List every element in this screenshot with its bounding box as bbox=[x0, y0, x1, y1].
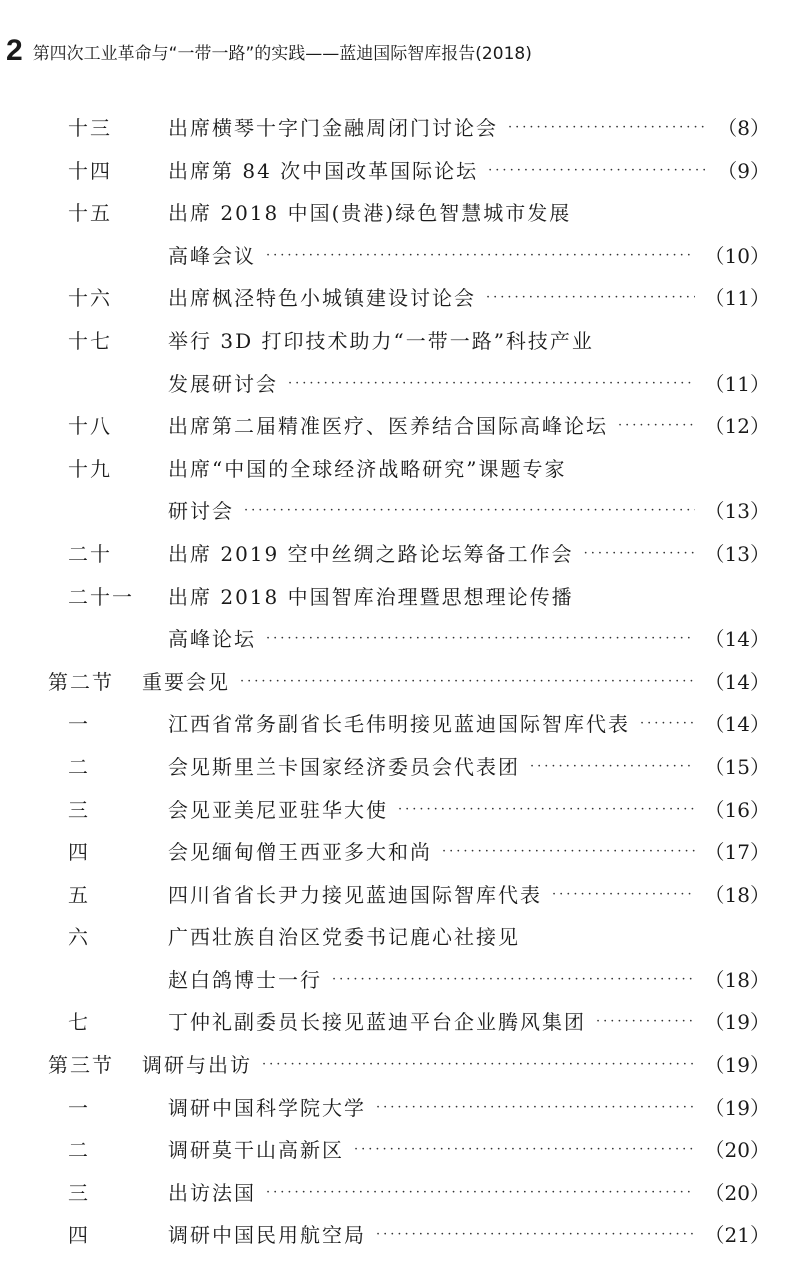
toc-entry-title-row bbox=[168, 831, 770, 874]
toc-entry-title: 研讨会 bbox=[168, 499, 234, 524]
toc-entry[interactable] bbox=[0, 192, 800, 235]
toc-entry[interactable] bbox=[0, 1129, 800, 1172]
dot-leader bbox=[266, 1172, 695, 1215]
toc-entry-title: 重要会见 bbox=[142, 669, 230, 694]
toc-entry-title: 调研中国科学院大学 bbox=[168, 1095, 366, 1120]
dot-leader bbox=[266, 618, 695, 661]
toc-page-number: （16） bbox=[704, 797, 770, 822]
toc-entry-number: 二 bbox=[68, 754, 90, 779]
toc-entry-title-row bbox=[168, 1214, 770, 1257]
page-header bbox=[6, 26, 532, 66]
toc-entry[interactable] bbox=[0, 235, 800, 278]
toc-entry-title-row bbox=[168, 576, 770, 619]
toc-entry-title-row bbox=[142, 1044, 770, 1087]
toc-entry[interactable] bbox=[0, 746, 800, 789]
toc-entry-number: 一 bbox=[68, 712, 90, 737]
toc-entry[interactable] bbox=[0, 703, 800, 746]
toc-entry-number: 二 bbox=[68, 1138, 90, 1163]
toc-entry-number: 一 bbox=[68, 1095, 90, 1120]
toc-entry[interactable] bbox=[0, 1172, 800, 1215]
toc-page-number: （13） bbox=[704, 541, 770, 566]
toc-entry[interactable] bbox=[0, 831, 800, 874]
toc-entry-title: 出席 2019 空中丝绸之路论坛筹备工作会 bbox=[168, 541, 574, 566]
toc-entry-title: 举行 3D 打印技术助力“一带一路”科技产业 bbox=[168, 328, 594, 353]
toc-entry-title: 发展研讨会 bbox=[168, 371, 278, 396]
toc-entry-title-row bbox=[168, 448, 770, 491]
toc-entry-title: 会见缅甸僧王西亚多大和尚 bbox=[168, 840, 432, 865]
toc-entry-number: 十五 bbox=[68, 201, 112, 226]
table-of-contents bbox=[0, 107, 800, 1257]
dot-leader bbox=[488, 150, 707, 193]
toc-entry-title-row bbox=[168, 789, 770, 832]
toc-entry-title: 高峰会议 bbox=[168, 243, 256, 268]
dot-leader bbox=[244, 490, 695, 533]
toc-entry-number: 六 bbox=[68, 925, 90, 950]
toc-entry-title: 调研中国民用航空局 bbox=[168, 1223, 366, 1248]
toc-entry[interactable] bbox=[0, 363, 800, 406]
toc-entry-title: 广西壮族自治区党委书记鹿心社接见 bbox=[168, 925, 520, 950]
dot-leader bbox=[398, 789, 695, 832]
toc-page-number: （19） bbox=[704, 1095, 770, 1120]
page-number: 2 bbox=[6, 34, 23, 67]
dot-leader bbox=[584, 533, 695, 576]
toc-entry-number: 五 bbox=[68, 882, 90, 907]
toc-entry-title: 赵白鸽博士一行 bbox=[168, 967, 322, 992]
toc-entry[interactable] bbox=[0, 405, 800, 448]
running-title: 第四次工业革命与“一带一路”的实践——蓝迪国际智库报告(2018) bbox=[32, 44, 532, 64]
toc-entry[interactable] bbox=[0, 874, 800, 917]
toc-entry[interactable] bbox=[0, 618, 800, 661]
toc-section-heading[interactable] bbox=[0, 661, 800, 704]
toc-entry-title: 四川省省长尹力接见蓝迪国际智库代表 bbox=[168, 882, 542, 907]
toc-entry-number: 第二节 bbox=[48, 669, 114, 694]
toc-entry-title: 出席“中国的全球经济战略研究”课题专家 bbox=[168, 456, 567, 481]
toc-entry-title: 调研与出访 bbox=[142, 1053, 252, 1078]
toc-entry-number: 四 bbox=[68, 840, 90, 865]
toc-entry-number: 三 bbox=[68, 1180, 90, 1205]
toc-page-number: （8） bbox=[717, 116, 770, 140]
dot-leader bbox=[640, 703, 695, 746]
toc-page-number: （19） bbox=[704, 1053, 770, 1078]
toc-entry-title-row bbox=[168, 703, 770, 746]
dot-leader bbox=[266, 235, 695, 278]
toc-section-heading[interactable] bbox=[0, 1044, 800, 1087]
toc-entry[interactable] bbox=[0, 320, 800, 363]
toc-page-number: （14） bbox=[704, 627, 770, 652]
dot-leader bbox=[618, 405, 695, 448]
toc-entry-title-row bbox=[168, 1001, 770, 1044]
toc-entry-title: 调研莫干山高新区 bbox=[168, 1138, 344, 1163]
toc-entry-title-row bbox=[168, 1087, 770, 1130]
toc-entry-title-row bbox=[168, 618, 770, 661]
dot-leader bbox=[530, 746, 695, 789]
dot-leader bbox=[442, 831, 695, 874]
toc-entry-title: 出席 2018 中国(贵港)绿色智慧城市发展 bbox=[168, 201, 572, 226]
toc-entry-number: 四 bbox=[68, 1223, 90, 1248]
toc-entry-title-row bbox=[168, 150, 770, 193]
toc-entry-title-row bbox=[168, 959, 770, 1002]
toc-page-number: （20） bbox=[704, 1180, 770, 1205]
dot-leader bbox=[376, 1087, 695, 1130]
toc-entry[interactable] bbox=[0, 150, 800, 193]
toc-entry-title-row bbox=[168, 533, 770, 576]
toc-entry-title: 高峰论坛 bbox=[168, 627, 256, 652]
toc-entry-title: 出席 2018 中国智库治理暨思想理论传播 bbox=[168, 584, 574, 609]
toc-entry-number: 二十 bbox=[68, 541, 112, 566]
toc-entry[interactable] bbox=[0, 916, 800, 959]
toc-entry-title: 出席横琴十字门金融周闭门讨论会 bbox=[168, 116, 498, 140]
toc-entry-number: 十七 bbox=[68, 328, 112, 353]
toc-page-number: （9） bbox=[717, 158, 770, 183]
toc-entry-title-row bbox=[168, 235, 770, 278]
dot-leader bbox=[486, 277, 695, 320]
toc-page-number: （15） bbox=[704, 754, 770, 779]
toc-entry-title: 出席枫泾特色小城镇建设讨论会 bbox=[168, 286, 476, 311]
toc-entry-number: 第三节 bbox=[48, 1053, 114, 1078]
toc-page-number: （21） bbox=[704, 1223, 770, 1248]
toc-page-number: （20） bbox=[704, 1138, 770, 1163]
toc-entry-number: 十三 bbox=[68, 116, 112, 140]
toc-entry-title: 会见亚美尼亚驻华大使 bbox=[168, 797, 388, 822]
toc-entry-title-row bbox=[168, 746, 770, 789]
toc-entry-title-row bbox=[168, 320, 770, 363]
toc-page-number: （12） bbox=[704, 414, 770, 439]
toc-entry-title-row bbox=[168, 405, 770, 448]
toc-entry-number: 二十一 bbox=[68, 584, 134, 609]
toc-page-number: （13） bbox=[704, 499, 770, 524]
toc-entry-title-row bbox=[168, 192, 770, 235]
toc-entry-number: 十九 bbox=[68, 456, 112, 481]
toc-entry-title-row bbox=[168, 916, 770, 959]
toc-page-number: （19） bbox=[704, 1010, 770, 1035]
toc-entry[interactable] bbox=[0, 533, 800, 576]
toc-page-number: （10） bbox=[704, 243, 770, 268]
toc-entry-title-row bbox=[168, 107, 770, 150]
toc-entry[interactable] bbox=[0, 1214, 800, 1257]
dot-leader bbox=[240, 661, 695, 704]
toc-entry-title: 丁仲礼副委员长接见蓝迪平台企业腾风集团 bbox=[168, 1010, 586, 1035]
toc-entry-title: 出席第二届精准医疗、医养结合国际高峰论坛 bbox=[168, 414, 608, 439]
toc-entry-number: 三 bbox=[68, 797, 90, 822]
toc-entry[interactable] bbox=[0, 490, 800, 533]
toc-entry[interactable] bbox=[0, 277, 800, 320]
dot-leader bbox=[596, 1001, 695, 1044]
toc-page-number: （18） bbox=[704, 967, 770, 992]
dot-leader bbox=[288, 363, 695, 406]
toc-entry-title-row bbox=[142, 661, 770, 704]
toc-entry-number: 十六 bbox=[68, 286, 112, 311]
toc-entry-title: 出席第 84 次中国改革国际论坛 bbox=[168, 158, 479, 183]
toc-entry-title-row bbox=[168, 874, 770, 917]
toc-page-number: （14） bbox=[704, 712, 770, 737]
toc-entry[interactable] bbox=[0, 448, 800, 491]
toc-entry[interactable] bbox=[0, 1087, 800, 1130]
toc-page-number: （11） bbox=[704, 286, 770, 311]
toc-entry[interactable] bbox=[0, 576, 800, 619]
toc-entry-title-row bbox=[168, 1172, 770, 1215]
toc-entry-title-row bbox=[168, 1129, 770, 1172]
dot-leader bbox=[508, 107, 707, 150]
toc-entry-title-row bbox=[168, 363, 770, 406]
toc-page-number: （11） bbox=[704, 371, 770, 396]
dot-leader bbox=[354, 1129, 695, 1172]
dot-leader bbox=[332, 959, 695, 1002]
toc-page-number: （17） bbox=[704, 840, 770, 865]
dot-leader bbox=[376, 1214, 695, 1257]
toc-entry-number: 七 bbox=[68, 1010, 90, 1035]
dot-leader bbox=[552, 874, 695, 917]
toc-entry[interactable] bbox=[0, 789, 800, 832]
toc-entry[interactable] bbox=[0, 107, 800, 150]
toc-entry-title: 会见斯里兰卡国家经济委员会代表团 bbox=[168, 754, 520, 779]
dot-leader bbox=[262, 1044, 695, 1087]
toc-entry-number: 十八 bbox=[68, 414, 112, 439]
toc-page-number: （18） bbox=[704, 882, 770, 907]
toc-entry-number: 十四 bbox=[68, 158, 112, 183]
toc-page-number: （14） bbox=[704, 669, 770, 694]
toc-entry-title-row bbox=[168, 490, 770, 533]
toc-entry[interactable] bbox=[0, 1001, 800, 1044]
toc-entry-title: 江西省常务副省长毛伟明接见蓝迪国际智库代表 bbox=[168, 712, 630, 737]
toc-entry-title-row bbox=[168, 277, 770, 320]
toc-entry-title: 出访法国 bbox=[168, 1180, 256, 1205]
toc-entry[interactable] bbox=[0, 959, 800, 1002]
